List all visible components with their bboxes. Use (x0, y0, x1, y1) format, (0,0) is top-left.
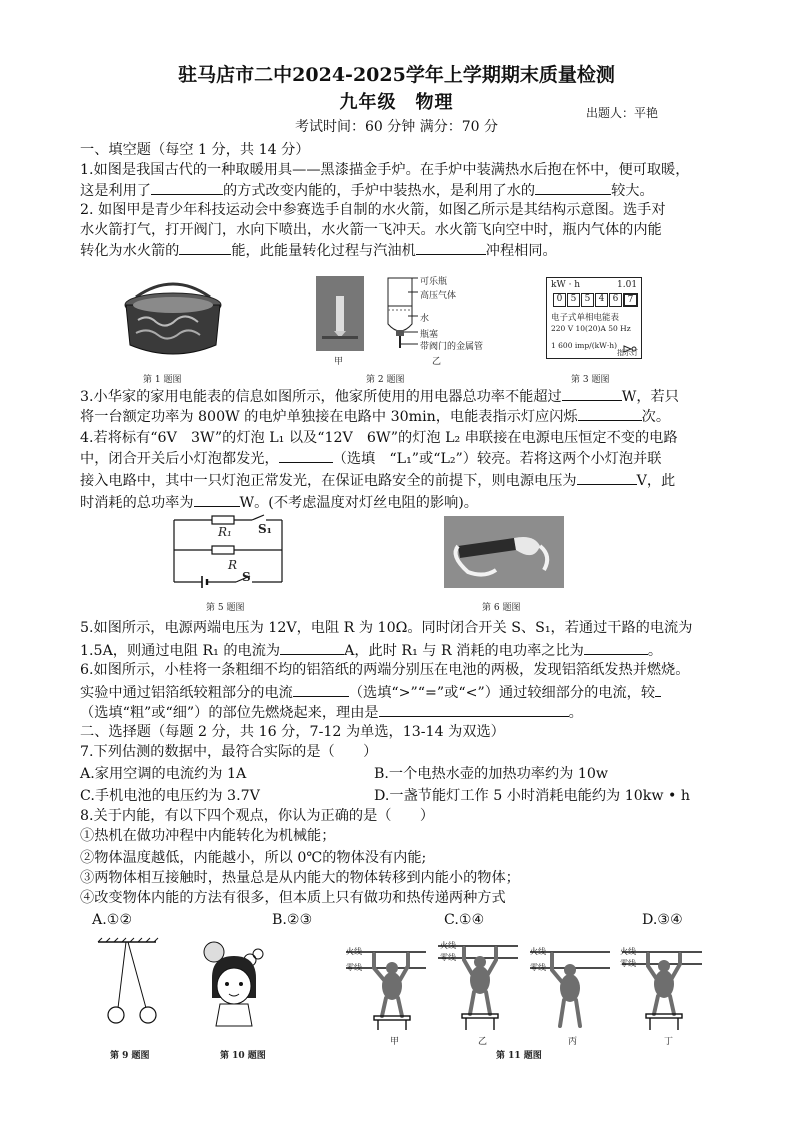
q6-line2: 实验中通过铝箔纸较粗部分的电流 （选填“>”“=”或“<”）通过较细部分的电流，较 (80, 682, 661, 703)
fire-wire-label: 火线 (620, 947, 636, 956)
fig2-label-stopper: 瓶塞 (420, 330, 439, 340)
answer-blank[interactable] (577, 470, 637, 485)
meter-imp: 1 600 imp/(kW·h) (551, 341, 618, 350)
panel-label-b: 乙 (478, 1037, 488, 1047)
resistor-r-label: R (228, 558, 238, 572)
q8-stem: 8.关于内能，有以下四个观点，你认为正确的是（ ） (80, 808, 435, 824)
neutral-wire-label: 零线 (440, 953, 456, 962)
answer-blank[interactable] (655, 682, 661, 697)
fig5-caption: 第 5 题图 (206, 603, 245, 613)
water-rocket-photo (316, 276, 364, 351)
q1-line2: 这是利用了 的方式改变内能的，手炉中装热水，是利用了水的 较大。 (80, 180, 654, 201)
q6-line3: （选填“粗”或“细”）的部位先燃烧起来，理由是 。 (80, 702, 583, 723)
q2-line3: 转化为水火箭的 能，此能量转化过程与汽油机 冲程相同。 (80, 240, 557, 261)
switch-s-label: S (242, 570, 251, 584)
fig3-caption: 第 3 题图 (571, 375, 610, 385)
q7-option-c[interactable]: C.手机电池的电压约为 3.7V (80, 788, 260, 804)
fig2-sub-a: 甲 (334, 357, 344, 367)
answer-blank[interactable] (578, 406, 642, 421)
fire-wire-label: 火线 (440, 941, 456, 950)
electric-shock-figure (338, 936, 710, 1032)
answer-blank[interactable] (584, 640, 648, 655)
answer-blank[interactable] (562, 386, 622, 401)
q8-option-a[interactable]: A.①② (92, 912, 133, 928)
exam-subtitle: 九年级 物理 (339, 92, 454, 113)
fig9-caption: 第 9 题图 (110, 1051, 150, 1061)
q8-item-1: ①热机在做功冲程中内能转化为机械能； (80, 828, 336, 844)
panel-label-d: 丁 (664, 1037, 674, 1047)
fig10-caption: 第 10 题图 (220, 1051, 266, 1061)
q7-option-d[interactable]: D.一盏节能灯工作 5 小时消耗电能约为 10kw • h (374, 788, 691, 804)
meter-digit: 0 (553, 293, 566, 307)
answer-blank[interactable] (416, 240, 486, 255)
girl-balloon-figure (200, 938, 266, 1028)
q4-line2: 中，闭合开关后小灯泡都发光， （选填 “L₁”或“L₂”）较亮。若将这两个小灯泡并联 (80, 448, 661, 469)
energy-meter-figure (546, 277, 642, 359)
answer-blank[interactable] (535, 180, 611, 195)
q8-item-2: ②物体温度越低，内能越小，所以 0℃的物体没有内能; (80, 850, 427, 866)
fire-wire-label: 火线 (530, 947, 546, 956)
switch-s1-label: S₁ (258, 522, 272, 536)
fire-wire-label: 火线 (346, 947, 362, 956)
resistor-r1-label: R₁ (218, 525, 232, 539)
exam-author: 出题人：平艳 (586, 106, 659, 120)
fig2-label-bottle: 可乐瓶 (420, 277, 448, 287)
fig11-caption: 第 11 题图 (496, 1051, 542, 1061)
answer-blank[interactable] (179, 240, 231, 255)
panel-label-a: 甲 (390, 1037, 400, 1047)
meter-indicator-label: 指示灯 (617, 349, 638, 357)
answer-blank[interactable] (280, 640, 344, 655)
q3-line2: 将一台额定功率为 800W 的电炉单独接在电路中 30min，电能表指示灯应闪烁 次。 (80, 406, 670, 427)
foil-battery-photo (444, 516, 564, 588)
fig6-caption: 第 6 题图 (482, 603, 521, 613)
q4-line4: 时消耗的总功率为 W。(不考虑温度对灯丝电阻的影响)。 (80, 492, 478, 513)
answer-blank[interactable] (194, 492, 240, 507)
q8-item-3: ③两物体相互接触时，热量总是从内能大的物体转移到内能小的物体； (80, 870, 520, 886)
answer-blank[interactable] (379, 702, 569, 717)
meter-unit: kW · h (551, 280, 581, 290)
exam-meta: 考试时间：60 分钟 满分：70 分 (295, 119, 498, 135)
q6-line1: 6.如图所示，小桂将一条粗细不均的铝箔纸的两端分别压在电池的两极，发现铝箔纸发热并燃烧。 (80, 662, 690, 678)
q4-line3: 接入电路中，其中一只灯泡正常发光，在保证电路安全的前提下，则电源电压为 V，此 (80, 470, 675, 491)
neutral-wire-label: 零线 (620, 959, 636, 968)
meter-digit: 7 (623, 293, 638, 307)
q8-item-4: ④改变物体内能的方法有很多，但本质上只有做功和热传递两种方式 (80, 890, 506, 906)
neutral-wire-label: 零线 (346, 963, 362, 972)
exam-title: 驻马店市二中2024-2025学年上学期期末质量检测 (178, 64, 615, 86)
q1-line1: 1.如图是我国古代的一种取暖用具——黑漆描金手炉。在手炉中装满热水后抱在怀中，便可取暖， (80, 162, 690, 178)
q5-line2: 1.5A，则通过电阻 R₁ 的电流为 A，此时 R₁ 与 R 消耗的电功率之比为 。 (80, 640, 662, 661)
meter-digit: 4 (595, 293, 608, 307)
panel-label-c: 丙 (568, 1037, 578, 1047)
q5-line1: 5.如图所示，电源两端电压为 12V，电阻 R 为 10Ω。同时闭合开关 S、S₁，若通过干路的电流为 (80, 620, 693, 636)
q2-line2: 水火箭打气，打开阀门，水向下喷出，水火箭一飞冲天。水火箭飞向空中时，瓶内气体的内能 (80, 222, 662, 238)
q7-option-a[interactable]: A.家用空调的电流约为 1A (80, 766, 247, 782)
fig2-label-water: 水 (420, 314, 430, 324)
fig1-caption: 第 1 题图 (143, 375, 182, 385)
meter-digit: 6 (609, 293, 622, 307)
q8-option-c[interactable]: C.①④ (444, 912, 485, 928)
q8-option-d[interactable]: D.③④ (642, 912, 683, 928)
fig2-sub-b: 乙 (432, 357, 442, 367)
q8-option-b[interactable]: B.②③ (272, 912, 313, 928)
meter-name: 电子式单相电能表 (551, 313, 620, 323)
q3-line1: 3.小华家的家用电能表的信息如图所示，他家所使用的用电器总功率不能超过 W，若只 (80, 386, 679, 407)
fig2-caption: 第 2 题图 (366, 375, 405, 385)
meter-digits (553, 293, 638, 307)
fig2-label-gas: 高压气体 (420, 291, 457, 301)
pendulum-figure (96, 938, 158, 1026)
meter-reading-top: 1.01 (617, 280, 638, 290)
answer-blank[interactable] (279, 448, 333, 463)
section1-heading: 一、填空题（每空 1 分，共 14 分） (80, 142, 310, 158)
meter-rating: 220 V 10(20)A 50 Hz (551, 324, 631, 333)
hand-warmer-figure (118, 275, 228, 365)
neutral-wire-label: 零线 (530, 963, 546, 972)
section2-heading: 二、选择题（每题 2 分，共 16 分，7-12 为单选，13-14 为双选） (80, 724, 505, 740)
fig2-label-tube: 带阀门的金属管 (420, 342, 484, 352)
q7-stem: 7.下列估测的数据中，最符合实际的是（ ） (80, 744, 378, 760)
q4-line1: 4.若将标有“6V 3W”的灯泡 L₁ 以及“12V 6W”的灯泡 L₂ 串联接在电源电压恒定不变的电路 (80, 430, 678, 446)
q7-option-b[interactable]: B.一个电热水壶的加热功率约为 10w (374, 766, 609, 782)
answer-blank[interactable] (151, 180, 223, 195)
answer-blank[interactable] (293, 682, 349, 697)
meter-digit: 5 (567, 293, 580, 307)
meter-digit: 5 (581, 293, 594, 307)
q2-line1: 2. 如图甲是青少年科技运动会中参赛选手自制的水火箭，如图乙所示是其结构示意图。选手对 (80, 202, 666, 218)
